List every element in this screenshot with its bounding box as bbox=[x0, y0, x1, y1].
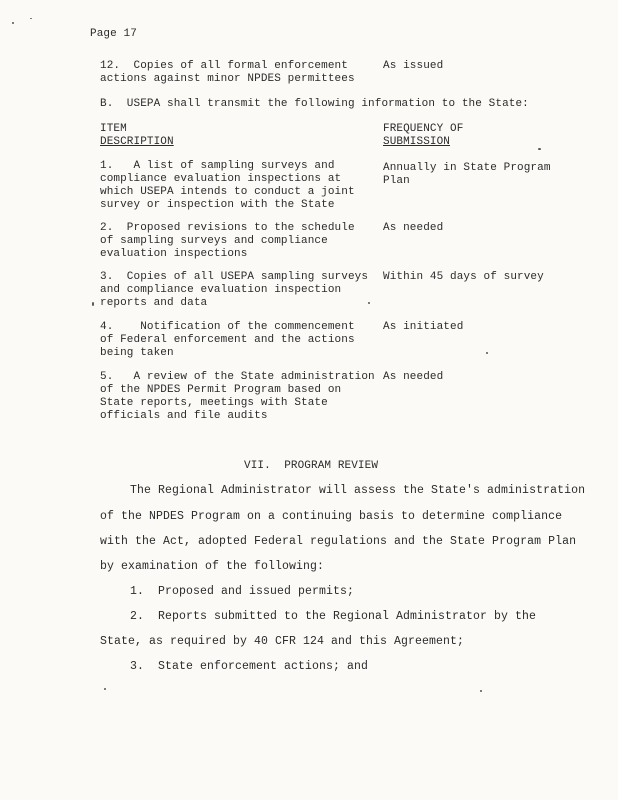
list-item-4-frequency: As initiated bbox=[383, 321, 464, 333]
list-item-2-frequency: As needed bbox=[383, 222, 444, 234]
list-item-1-frequency-1: Annually in State Program bbox=[383, 162, 551, 174]
list-item-3-line-2: and compliance evaluation inspection bbox=[100, 284, 342, 296]
list-item-5-line-2: of the NPDES Permit Program based on bbox=[100, 384, 342, 396]
column-header-submission: SUBMISSION bbox=[383, 136, 451, 148]
list-item-5-line-4: officials and file audits bbox=[100, 410, 268, 422]
list-item-1-line-2: compliance evaluation inspections at bbox=[100, 173, 342, 185]
paragraph-line-3: with the Act, adopted Federal regulations and the State Program Plan bbox=[100, 535, 577, 548]
review-list-3-number: 3. bbox=[130, 660, 145, 673]
item-12-line-1: 12. Copies of all formal enforcement bbox=[100, 60, 348, 72]
list-item-5-line-3: State reports, meetings with State bbox=[100, 397, 328, 409]
list-item-3-frequency: Within 45 days of survey bbox=[383, 271, 544, 283]
list-item-5-frequency: As needed bbox=[383, 371, 444, 383]
column-header-item: ITEM bbox=[100, 123, 127, 135]
paragraph-line-1: The Regional Administrator will assess the State's administration bbox=[130, 484, 586, 497]
scan-speck bbox=[30, 18, 32, 19]
scan-speck bbox=[538, 148, 541, 150]
review-list-2-text: Reports submitted to the Regional Administrator by the bbox=[158, 610, 537, 623]
list-item-4-line-3: being taken bbox=[100, 347, 174, 359]
column-header-frequency: FREQUENCY OF bbox=[383, 123, 464, 135]
review-list-1-number: 1. bbox=[130, 585, 145, 598]
review-list-2-number: 2. bbox=[130, 610, 145, 623]
section-b-text: B. USEPA shall transmit the following information to the State: bbox=[100, 98, 529, 110]
review-list-1-text: Proposed and issued permits; bbox=[158, 585, 355, 598]
section-vii-heading: VII. PROGRAM REVIEW bbox=[244, 460, 379, 472]
list-item-1-frequency-2: Plan bbox=[383, 175, 410, 187]
scan-speck bbox=[12, 22, 14, 24]
scan-speck bbox=[486, 352, 488, 354]
scan-speck bbox=[368, 302, 370, 304]
paragraph-line-2: of the NPDES Program on a continuing basis to determine compliance bbox=[100, 510, 563, 523]
list-item-1-line-3: which USEPA intends to conduct a joint bbox=[100, 186, 355, 198]
review-list-3-text: State enforcement actions; and bbox=[158, 660, 369, 673]
list-item-1-line-1: 1. A list of sampling surveys and bbox=[100, 160, 335, 172]
list-item-4-line-1: 4. Notification of the commencement bbox=[100, 321, 355, 333]
list-item-2-line-2: of sampling surveys and compliance bbox=[100, 235, 328, 247]
column-header-description: DESCRIPTION bbox=[100, 136, 174, 148]
list-item-5-line-1: 5. A review of the State administration bbox=[100, 371, 375, 383]
scan-speck bbox=[92, 302, 94, 306]
list-item-2-line-1: 2. Proposed revisions to the schedule bbox=[100, 222, 355, 234]
list-item-3-line-1: 3. Copies of all USEPA sampling surveys bbox=[100, 271, 369, 283]
item-12-line-2: actions against minor NPDES permittees bbox=[100, 73, 355, 85]
scan-speck bbox=[104, 688, 106, 690]
list-item-3-line-3: reports and data bbox=[100, 297, 208, 309]
item-12-frequency: As issued bbox=[383, 60, 444, 72]
list-item-1-line-4: survey or inspection with the State bbox=[100, 199, 335, 211]
page-number-label: Page 17 bbox=[90, 28, 137, 40]
scan-speck bbox=[480, 690, 482, 692]
paragraph-line-4: by examination of the following: bbox=[100, 560, 325, 573]
review-list-2-continuation: State, as required by 40 CFR 124 and this Agreement; bbox=[100, 635, 465, 648]
list-item-4-line-2: of Federal enforcement and the actions bbox=[100, 334, 355, 346]
list-item-2-line-3: evaluation inspections bbox=[100, 248, 248, 260]
